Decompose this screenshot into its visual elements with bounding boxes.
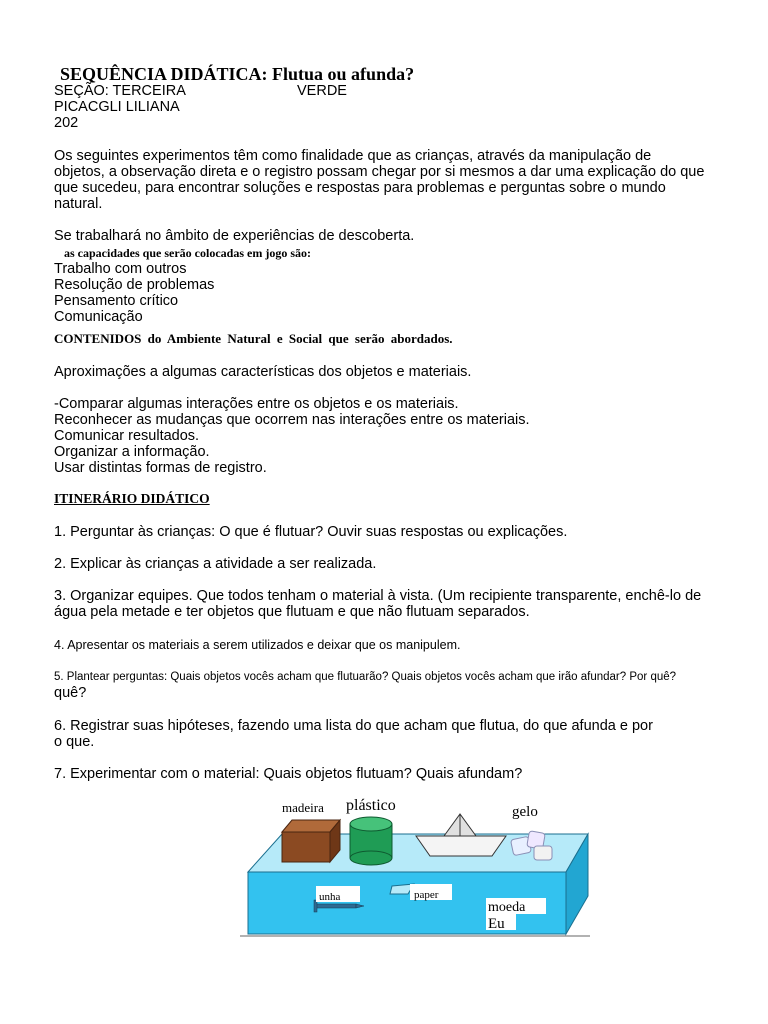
label-nail: unha: [319, 891, 341, 903]
author-name: PICACGLI LILIANA: [54, 99, 180, 115]
step-6: 6. Registrar suas hipóteses, fazendo uma lista do que acham que flutua, do que afunda e por: [54, 718, 653, 734]
capacity-item: Trabalho com outros: [54, 261, 187, 277]
intro-line: Os seguintes experimentos têm como finalidade que as crianças, através da manipulação de: [54, 148, 652, 164]
capacity-item: Pensamento crítico: [54, 293, 179, 309]
step-6-continued: o que.: [54, 734, 95, 750]
step-7: 7. Experimentar com o material: Quais objetos flutuam? Quais afundam?: [54, 766, 523, 782]
objective-item: Reconhecer as mudanças que ocorrem nas interações entre os materiais.: [54, 412, 530, 428]
objective-item: Comunicar resultados.: [54, 428, 200, 444]
intro-line: que sucedeu, para encontrar soluções e respostas para problemas e perguntas sobre o mundo: [54, 180, 666, 196]
class-number: 202: [54, 115, 79, 131]
wood-block: [282, 820, 340, 862]
step-2: 2. Explicar às crianças a atividade a ser realizada.: [54, 556, 377, 572]
step-3: 3. Organizar equipes. Que todos tenham o material à vista. (Um recipiente transparente, enchê-lo de: [54, 588, 702, 604]
label-coin: moeda: [488, 900, 526, 915]
plastic-cylinder: [350, 817, 392, 865]
objective-item: Organizar a informação.: [54, 444, 210, 460]
capacities-heading: as capacidades que serão colocadas em jogo são:: [64, 246, 311, 260]
label-eu: Eu: [488, 916, 505, 932]
label-ice: gelo: [512, 804, 538, 820]
approximation-text: Aproximações a algumas características dos objetos e materiais.: [54, 364, 472, 380]
capacity-item: Comunicação: [54, 309, 143, 325]
step-1: 1. Perguntar às crianças: O que é flutuar? Ouvir suas respostas ou explicações.: [54, 524, 568, 540]
intro-line: natural.: [54, 196, 103, 212]
section-label: SEÇÃO: TERCEIRA: [54, 83, 186, 99]
contents-heading: CONTENIDOS do Ambiente Natural e Social que serão abordados.: [54, 331, 453, 346]
objective-item: Usar distintas formas de registro.: [54, 460, 267, 476]
label-paper: paper: [414, 889, 439, 901]
step-4: 4. Apresentar os materiais a serem utilizados e deixar que os manipulem.: [54, 638, 461, 652]
objective-item: -Comparar algumas interações entre os objetos e os materiais.: [54, 396, 459, 412]
intro-line: objetos, a observação direta e o registro possam chegar por si mesmos a dar uma explicação do que: [54, 164, 705, 180]
label-plastic: plástico: [346, 797, 396, 814]
document-title: SEQUÊNCIA DIDÁTICA: Flutua ou afunda?: [60, 64, 415, 84]
color-label: VERDE: [297, 83, 347, 99]
label-wood: madeira: [282, 800, 324, 815]
step-5: 5. Plantear perguntas: Quais objetos vocês acham que flutuarão? Quais objetos vocês acham que irão afundar? Por quê?: [54, 671, 677, 683]
scope-text: Se trabalhará no âmbito de experiências de descoberta.: [54, 228, 415, 244]
capacity-item: Resolução de problemas: [54, 277, 215, 293]
step-3-continued: água pela metade e ter objetos que flutuam e que não flutuam separados.: [54, 604, 530, 620]
float-sink-illustration: [236, 790, 596, 940]
step-5-continued: quê?: [54, 685, 87, 701]
itinerary-heading: ITINERÁRIO DIDÁTICO: [54, 491, 210, 506]
